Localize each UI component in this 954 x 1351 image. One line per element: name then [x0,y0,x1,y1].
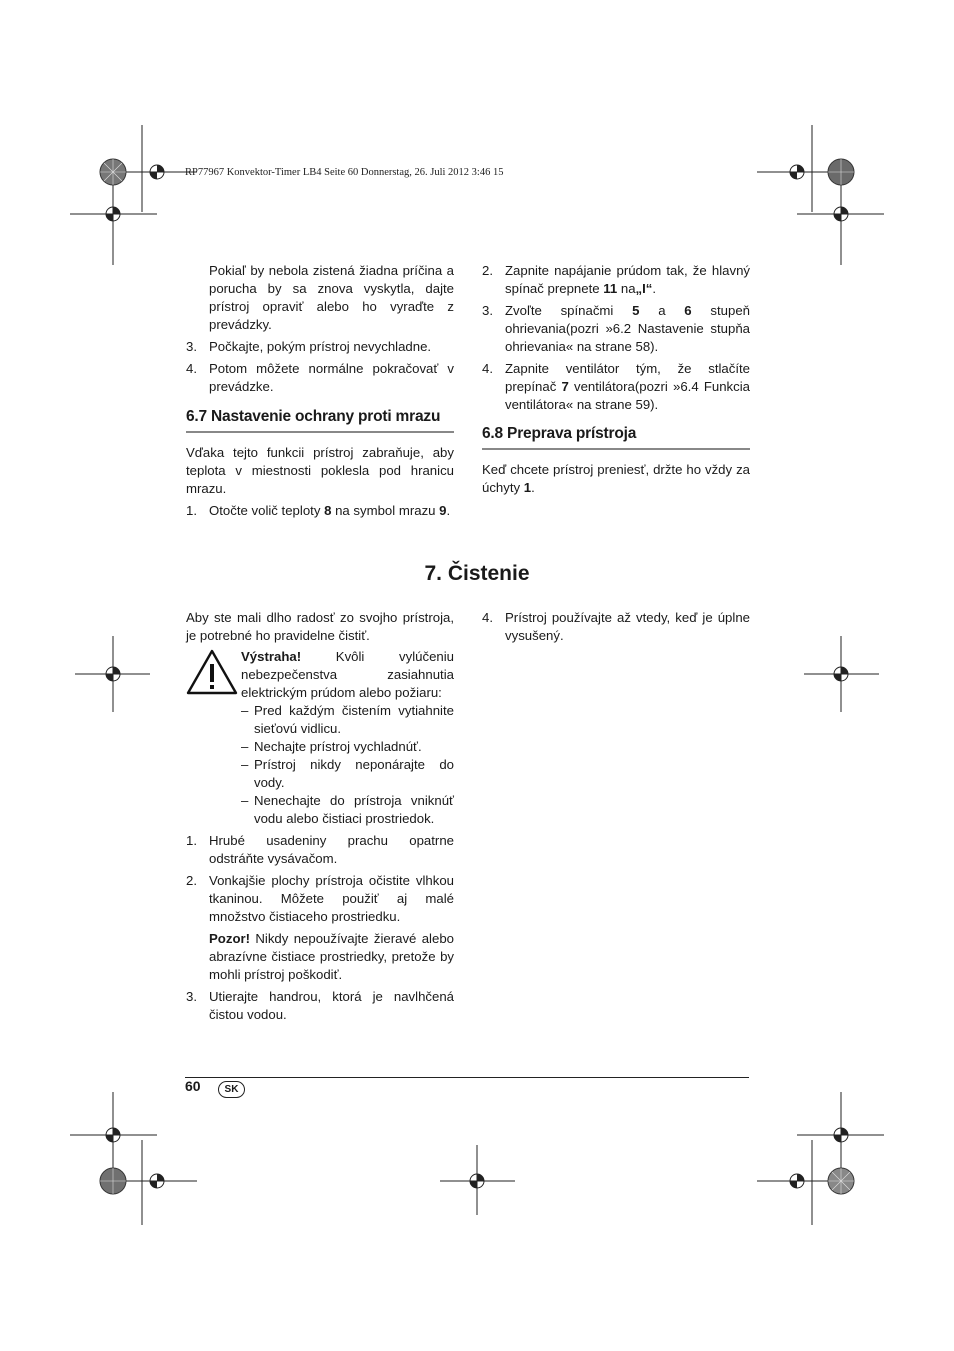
section-7-left [186,609,454,1024]
section-heading: 6.8 Preprava prístroja [482,425,750,450]
warning-triangle-icon [186,648,238,696]
section-7-right [482,609,750,645]
paragraph: Aby ste mali dlho radosť zo svojho prístroja, je potrebné ho pravidelne čistiť. [186,610,454,643]
list-item: – Nenechajte do prístroja vniknúť vodu alebo čistiaci prostriedok. [241,793,454,826]
list-item: – Pred každým čistením vytiahnite sieťovú vidlicu. [241,703,454,736]
list-item: 4. Potom môžete normálne pokračovať v prevádzke. [186,361,454,394]
paragraph: Vďaka tejto funkcii prístroj zabraňuje, aby teplota v miestnosti poklesla pod hranicu mrazu. [186,445,454,496]
list-item: 1. Otočte volič teploty 8 na symbol mrazu 9. [186,503,451,518]
caution-paragraph: Pozor! Nikdy nepoužívajte žieravé alebo abrazívne čistiace prostriedky, pretože by mohli prístroj poškodiť. [209,931,454,982]
list-item: 3. Zvoľte spínačmi 5 a 6 stupeň ohrievania(pozri »6.2 Nastavenie stupňa ohrievania« na strane 58). [482,303,750,354]
list-item: – Prístroj nikdy neponárajte do vody. [241,757,454,790]
list-item: 4. Prístroj používajte až vtedy, keď je úplne vysušený. [482,610,750,643]
list-item: 2. Zapnite napájanie prúdom tak, že hlavný spínač prepnete 11 na„I“. [482,263,750,296]
continuation-paragraph: Pokiaľ by nebola zistená žiadna príčina a porucha by sa znova vyskytla, dajte prístroj opraviť alebo ho vyraďte z prevádzky. [209,263,454,332]
print-header: RP77967 Konvektor-Timer LB4 Seite 60 Donnerstag, 26. Juli 2012 3:46 15 [185,167,504,178]
section-heading: 6.7 Nastavenie ochrany proti mrazu [186,408,454,433]
list-item: 4. Zapnite ventilátor tým, že stlačíte prepínač 7 ventilátora(pozri »6.4 Funkcia ventilátora« na strane 59). [482,361,750,412]
warning-text: Výstraha! Kvôli vylúčeniu nebezpečenstva zasiahnutia elektrickým prúdom alebo požiaru: [241,649,454,700]
list-item: 3. Počkajte, pokým prístroj nevychladne. [186,339,432,354]
warning-block [186,648,454,828]
page-number: 60 [185,1078,201,1094]
right-column-top [482,262,750,414]
paragraph: Keď chcete prístroj preniesť, držte ho vždy za úchyty 1. [482,462,750,495]
list-item: – Nechajte prístroj vychladnúť. [241,739,422,754]
footer-rule [185,1077,749,1078]
list-item: 2. Vonkajšie plochy prístroja očistite vlhkou tkaninou. Môžete použiť aj malé množstvo čistiaceho prostriedku. [186,873,454,924]
list-item: 1. Hrubé usadeniny prachu opatrne odstráňte vysávačom. [186,833,454,866]
chapter-title: 7. Čistenie [424,562,530,585]
left-column-top [186,262,454,396]
section-6-8 [482,425,750,497]
section-6-7 [186,408,454,520]
language-badge: SK [218,1081,245,1098]
list-item: 3. Utierajte handrou, ktorá je navlhčená čistou vodou. [186,989,454,1022]
